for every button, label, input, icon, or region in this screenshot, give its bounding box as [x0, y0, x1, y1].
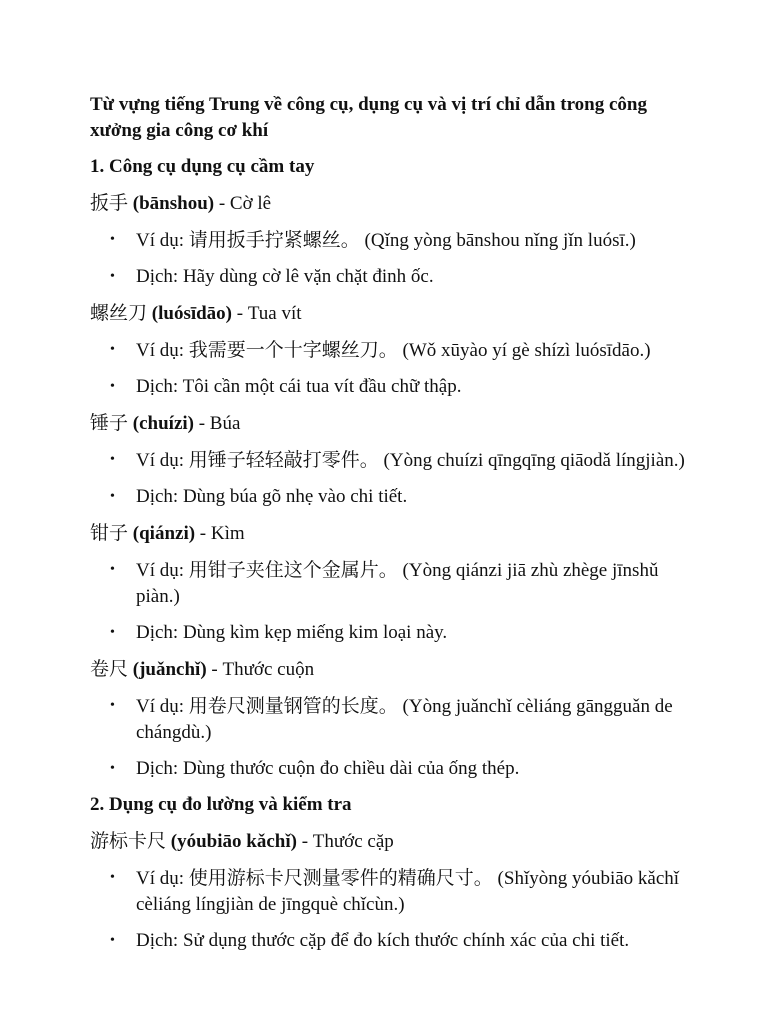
example-hanzi: 用卷尺测量钢管的长度。	[188, 695, 398, 717]
example-label: Ví dụ:	[136, 696, 189, 717]
term-pinyin: (qiánzi)	[132, 523, 196, 544]
example-list	[90, 447, 690, 510]
translation-text: Dịch: Dùng kìm kẹp miếng kim loại này.	[136, 622, 448, 643]
example-list	[90, 557, 690, 646]
example-item	[90, 337, 690, 364]
example-label: Ví dụ:	[136, 560, 189, 581]
term-pinyin: (yóubiāo kǎchǐ)	[170, 831, 297, 852]
example-list	[90, 227, 690, 290]
example-pinyin: (Qǐng yòng bānshou nǐng jǐn luósī.)	[359, 230, 636, 251]
example-item	[90, 693, 690, 746]
translation-text: Dịch: Tôi cần một cái tua vít đầu chữ thập.	[136, 376, 462, 397]
example-item	[90, 227, 690, 254]
document-title: Từ vựng tiếng Trung về công cụ, dụng cụ và vị trí chỉ dẫn trong công xưởng gia công cơ khí	[90, 94, 647, 141]
example-label: Ví dụ:	[136, 450, 189, 471]
vocab-term	[90, 828, 690, 855]
example-item	[90, 557, 690, 610]
translation-item	[90, 928, 690, 954]
example-label: Ví dụ:	[136, 230, 189, 251]
term-meaning: - Tua vít	[232, 303, 302, 324]
bullet-icon: •	[110, 562, 115, 577]
example-label: Ví dụ:	[136, 340, 189, 361]
translation-text: Dịch: Hãy dùng cờ lê vặn chặt đinh ốc.	[136, 266, 434, 287]
example-hanzi: 用钳子夹住这个金属片。	[188, 559, 398, 581]
term-hanzi: 扳手	[90, 192, 129, 214]
example-pinyin: (Yòng juǎnchǐ cèliáng gāngguǎn de chángdù.)	[136, 696, 673, 743]
example-pinyin: (Yòng chuízi qīngqīng qiāodǎ língjiàn.)	[378, 450, 685, 471]
term-hanzi: 锤子	[90, 412, 129, 434]
term-hanzi: 游标卡尺	[90, 830, 167, 852]
example-hanzi: 用锤子轻轻敲打零件。	[188, 449, 379, 471]
term-hanzi: 螺丝刀	[90, 302, 148, 324]
example-item	[90, 447, 690, 474]
example-hanzi: 使用游标卡尺测量零件的精确尺寸。	[188, 867, 493, 889]
section-heading: 1. Công cụ dụng cụ cầm tay	[90, 156, 315, 177]
translation-item	[90, 484, 690, 510]
term-meaning: - Thước cuộn	[206, 659, 315, 680]
term-pinyin: (luósīdāo)	[151, 303, 233, 324]
term-meaning: - Thước cặp	[296, 831, 394, 852]
term-meaning: - Búa	[193, 413, 241, 434]
example-item	[90, 865, 690, 918]
vocab-term	[90, 410, 690, 437]
vocab-term	[90, 656, 690, 683]
example-pinyin: (Shǐyòng yóubiāo kǎchǐ cèliáng língjiàn de jīngquè chǐcùn.)	[136, 868, 680, 915]
translation-item	[90, 264, 690, 290]
document-page	[90, 92, 690, 964]
document-content	[90, 154, 690, 954]
bullet-icon: •	[110, 269, 115, 284]
example-hanzi: 我需要一个十字螺丝刀。	[188, 339, 398, 361]
translation-text: Dịch: Sử dụng thước cặp để đo kích thước chính xác của chi tiết.	[136, 930, 630, 951]
example-pinyin: (Yòng qiánzi jiā zhù zhège jīnshǔ piàn.)	[136, 560, 659, 607]
term-hanzi: 钳子	[90, 522, 129, 544]
example-label: Ví dụ:	[136, 868, 189, 889]
translation-item	[90, 374, 690, 400]
bullet-icon: •	[110, 870, 115, 885]
bullet-icon: •	[110, 379, 115, 394]
term-meaning: - Kìm	[195, 523, 245, 544]
bullet-icon: •	[110, 933, 115, 948]
example-pinyin: (Wǒ xūyào yí gè shízì luósīdāo.)	[397, 340, 651, 361]
term-pinyin: (chuízi)	[132, 413, 194, 434]
translation-item	[90, 620, 690, 646]
translation-text: Dịch: Dùng búa gõ nhẹ vào chi tiết.	[136, 486, 408, 507]
bullet-icon: •	[110, 625, 115, 640]
bullet-icon: •	[110, 232, 115, 247]
term-meaning: - Cờ lê	[214, 193, 272, 214]
vocab-term	[90, 190, 690, 217]
translation-text: Dịch: Dùng thước cuộn đo chiều dài của ống thép.	[136, 758, 520, 779]
bullet-icon: •	[110, 489, 115, 504]
bullet-icon: •	[110, 761, 115, 776]
term-pinyin: (bānshou)	[132, 193, 215, 214]
vocab-term	[90, 300, 690, 327]
example-hanzi: 请用扳手拧紧螺丝。	[188, 229, 360, 251]
example-list	[90, 337, 690, 400]
translation-item	[90, 756, 690, 782]
term-hanzi: 卷尺	[90, 658, 129, 680]
bullet-icon: •	[110, 342, 115, 357]
example-list	[90, 865, 690, 954]
bullet-icon: •	[110, 452, 115, 467]
vocab-term	[90, 520, 690, 547]
section-heading: 2. Dụng cụ đo lường và kiểm tra	[90, 794, 352, 815]
bullet-icon: •	[110, 698, 115, 713]
term-pinyin: (juǎnchǐ)	[132, 659, 207, 680]
example-list	[90, 693, 690, 782]
